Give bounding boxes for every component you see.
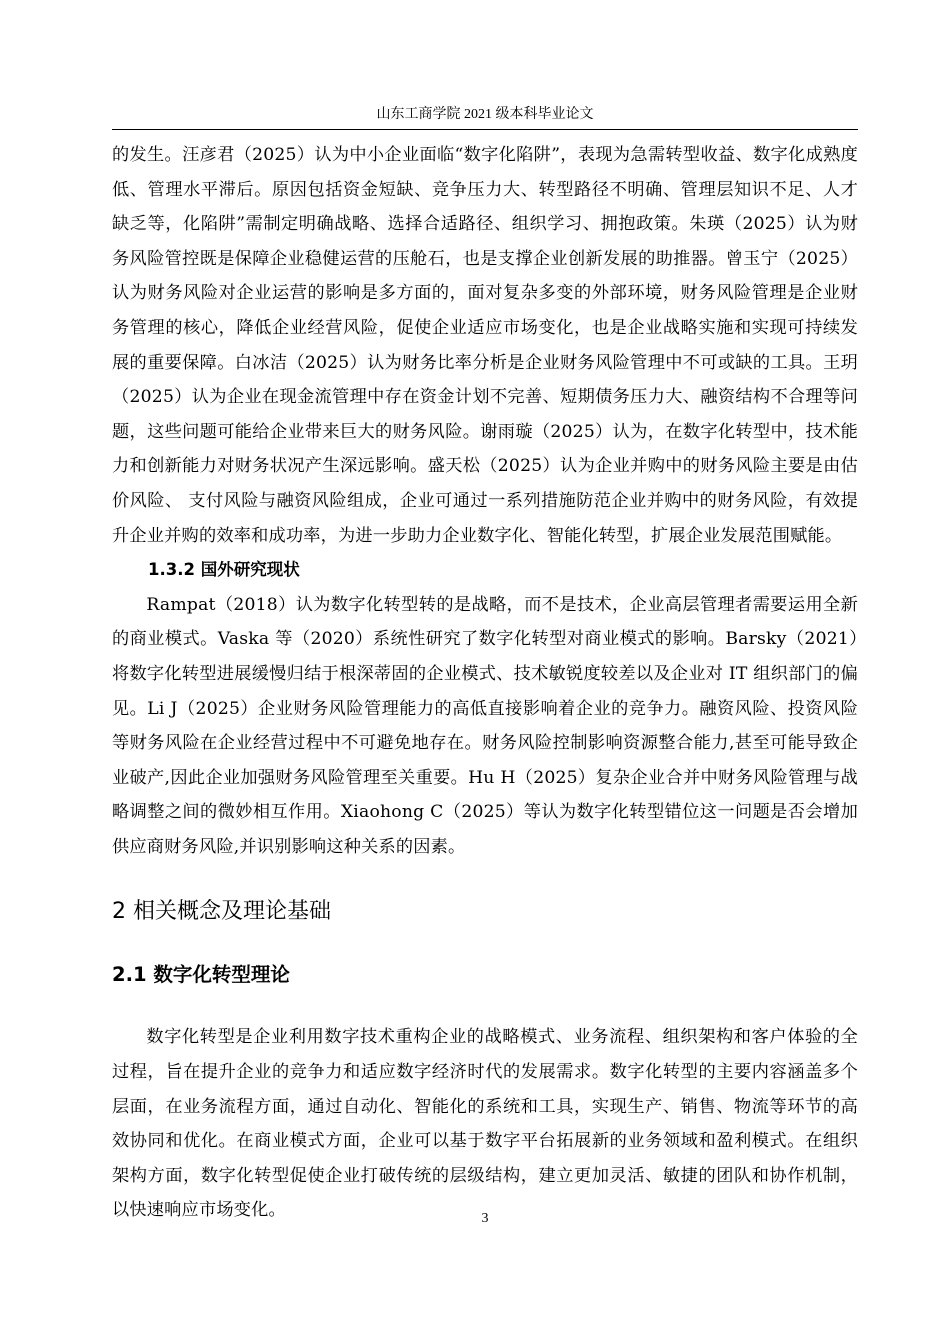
header-rule <box>112 129 858 130</box>
heading-2-1: 2.1 数字化转型理论 <box>112 963 290 987</box>
page-body <box>112 138 858 1228</box>
paragraph-digital-transformation: 数字化转型是企业利用数字技术重构企业的战略模式、业务流程、组织架构和客户体验的全过程，旨在提升企业的竞争力和适应数字经济时代的发展需求。数字化转型的主要内容涵盖多个层面，在业务流程方面，通过自动化、智能化的系统和工具，实现生产、销售、物流等环节的高效协同和优化。在商业模式方面，企业可以基于数字平台拓展新的业务领域和盈利模式。在组织架构方面，数字化转型促使企业打破传统的层级结构，建立更加灵活、敏捷的团队和协作机制，以快速响应市场变化。 <box>112 1027 858 1221</box>
paragraph-foreign-research: Rampat（2018）认为数字化转型转的是战略，而不是技术，企业高层管理者需要运用全新的商业模式。Vaska 等（2020）系统性研究了数字化转型对商业模式的影响。Barsky（2021）将数字化转型进展缓慢归结于根深蒂固的企业模式、技术敏锐度较差以及企业对 IT 组织部门的偏见。Li J（2025）企业财务风险管理能力的高低直接影响着企业的竞争力。融资风险、投资风险等财务风险在企业经营过程中不可避免地存在。财务风险控制影响资源整合能力,甚至可能导致企业破产,因此企业加强财务风险管理至关重要。Hu H（2025）复杂企业合并中财务风险管理与战略调整之间的微妙相互作用。Xiaohong C（2025）等认为数字化转型错位这一问题是否会增加供应商财务风险,并识别影响这种关系的因素。 <box>112 594 858 857</box>
heading-1-3-2: 1.3.2 国外研究现状 <box>148 560 300 580</box>
heading-chapter-2: 2 相关概念及理论基础 <box>112 899 331 925</box>
paragraph-domestic-research-continued: 的发生。汪彦君（2025）认为中小企业面临“数字化陷阱”，表现为急需转型收益、数字化成熟度低、管理水平滞后。原因包括资金短缺、竞争压力大、转型路径不明确、管理层知识不足、人才缺乏等，化陷阱”需制定明确战略、选择合适路径、组织学习、拥抱政策。朱瑛（2025）认为财务风险管控既是保障企业稳健运营的压舱石，也是支撑企业创新发展的助推器。曾玉宁（2025）认为财务风险对企业运营的影响是多方面的，面对复杂多变的外部环境，财务风险管理是企业财务管理的核心，降低企业经营风险，促使企业适应市场变化，也是企业战略实施和实现可持续发展的重要保障。白冰洁（2025）认为财务比率分析是企业财务风险管理中不可或缺的工具。王玥（2025）认为企业在现金流管理中存在资金计划不完善、短期债务压力大、融资结构不合理等问题，这些问题可能给企业带来巨大的财务风险。谢雨璇（2025）认为，在数字化转型中，技术能力和创新能力对财务状况产生深远影响。盛天松（2025）认为企业并购中的财务风险主要是由估价风险、 支付风险与融资风险组成，企业可通过一系列措施防范企业并购中的财务风险，有效提升企业并购的效率和成功率，为进一步助力企业数字化、智能化转型，扩展企业发展范围赋能。 <box>112 145 858 546</box>
page-number: 3 <box>481 1211 489 1226</box>
running-header: 山东工商学院 2021 级本科毕业论文 <box>376 107 594 122</box>
